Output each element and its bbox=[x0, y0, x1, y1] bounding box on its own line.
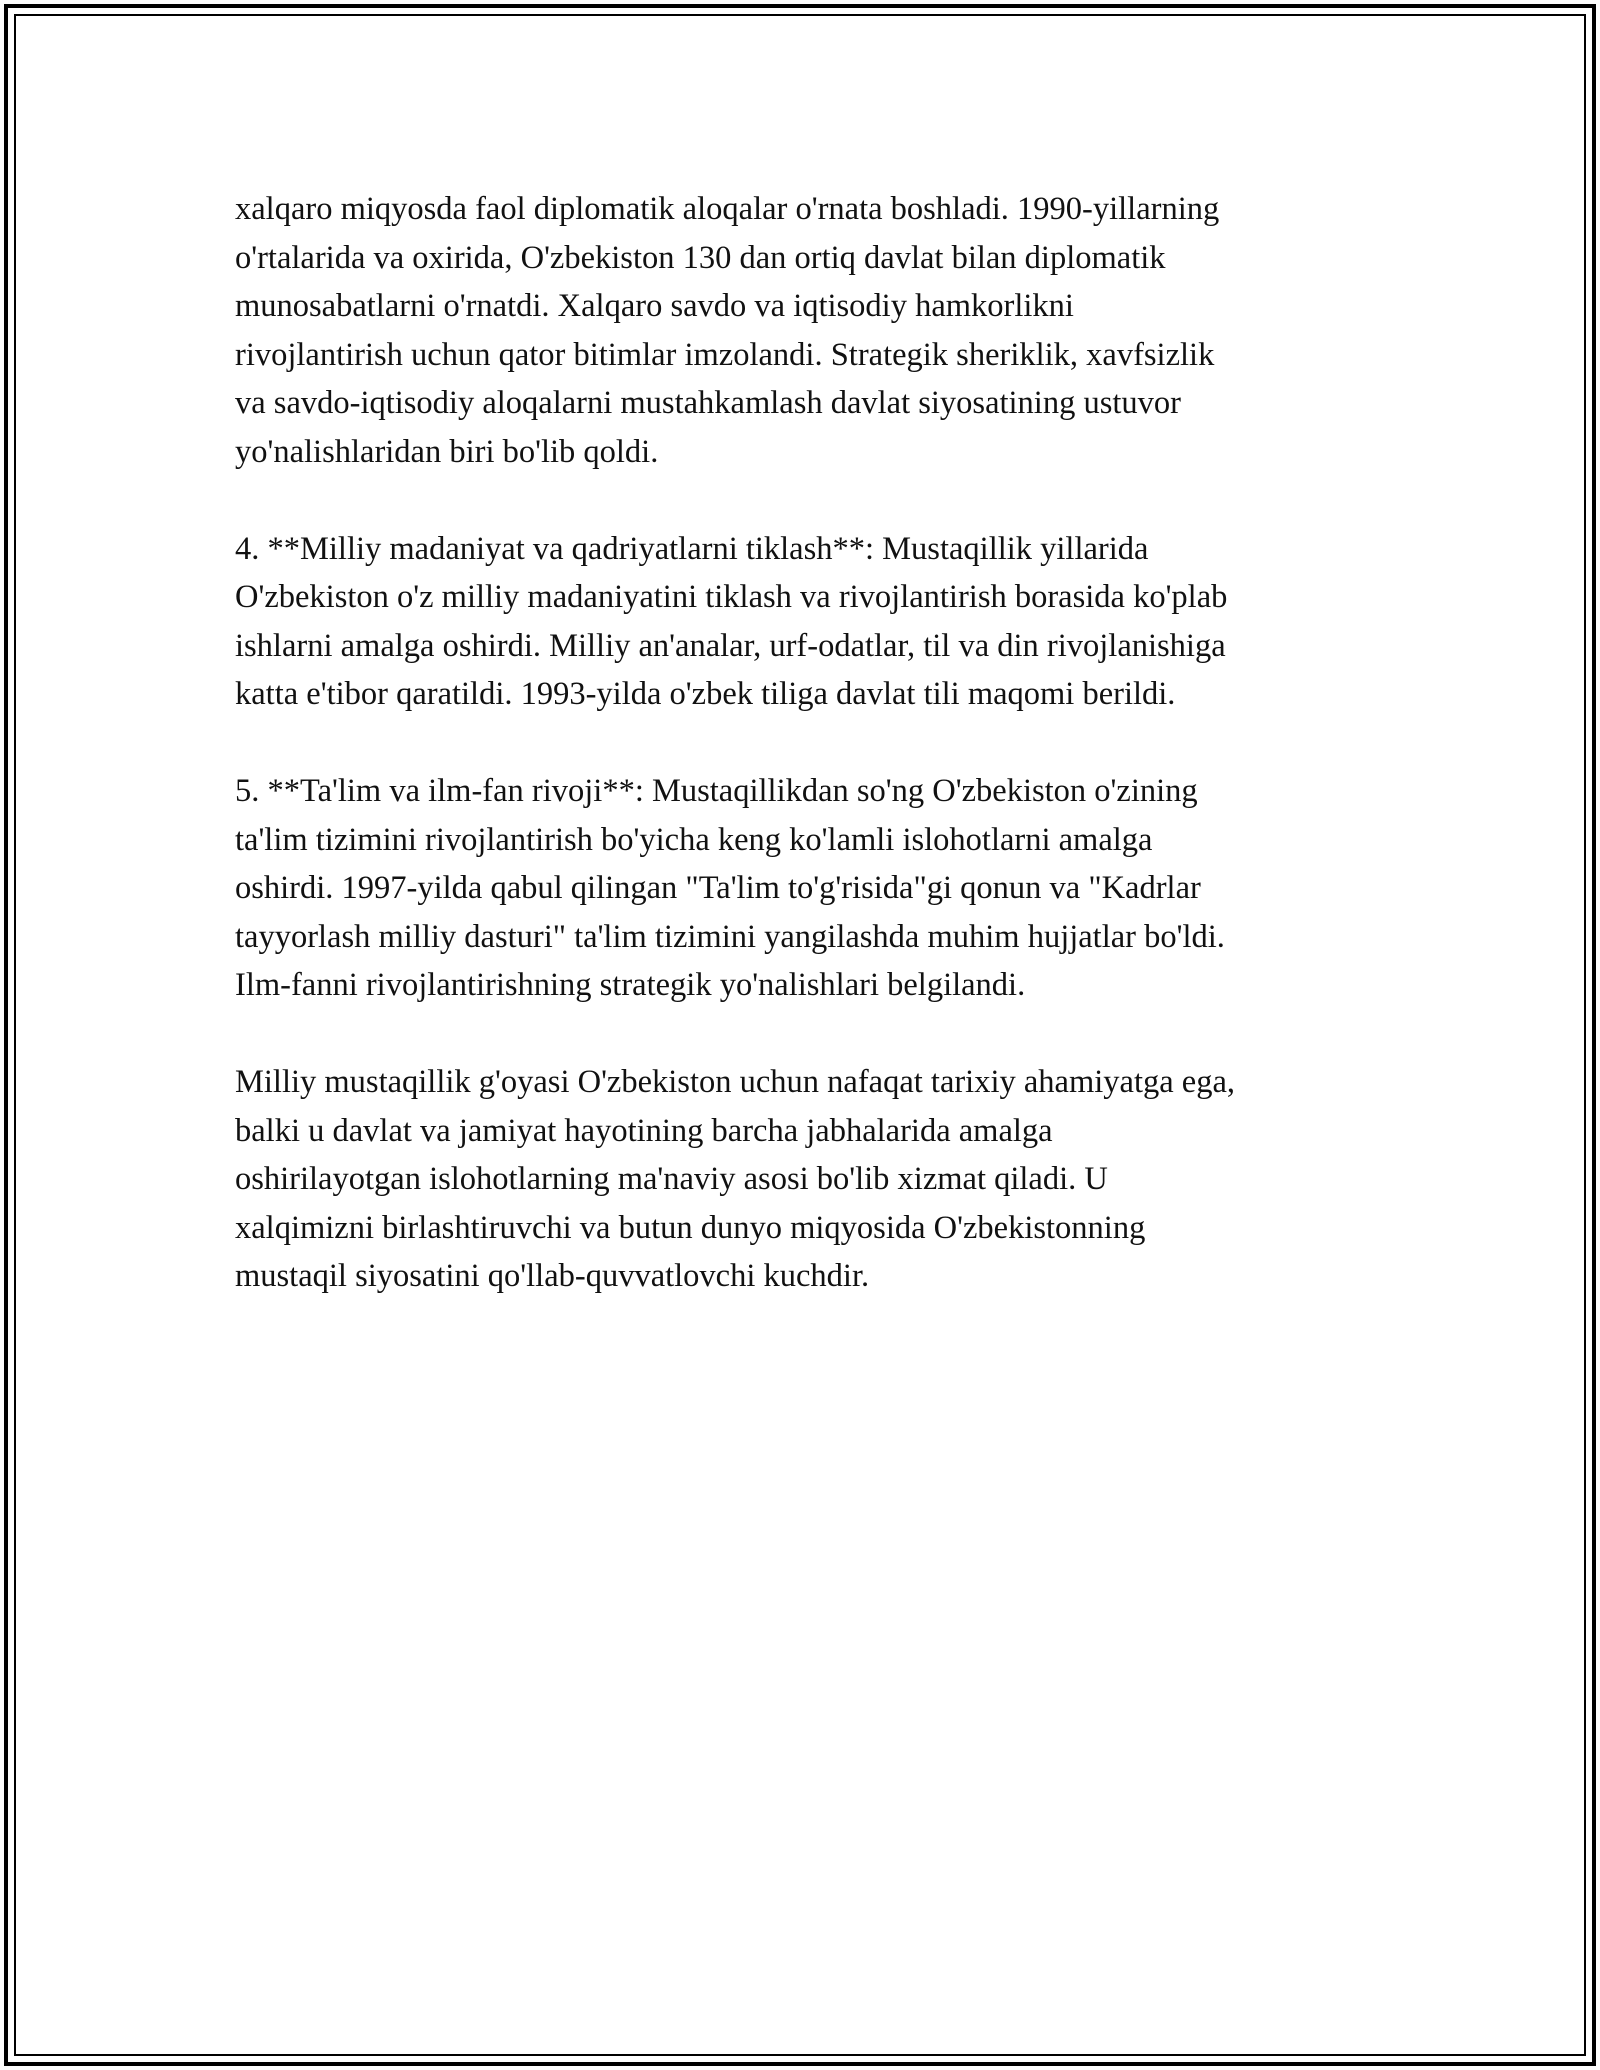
paragraph-education-science: 5. **Ta'lim va ilm-fan rivoji**: Mustaqillikdan so'ng O'zbekiston o'zining ta'lim tizimini rivojlantirish bo'yicha keng ko'lamli islohotlarni amalga oshirdi. 1997-yilda qabul qilingan "Ta'lim to'g'risida"gi qonun va "Kadrlar tayyorlash milliy dasturi" ta'lim tizimini yangilashda muhim hujjatlar bo'ldi. Ilm-fanni rivojlantirishning strategik yo'nalishlari belgilandi. bbox=[235, 773, 1225, 1003]
document-body bbox=[235, 185, 1375, 1349]
paragraph-national-culture: 4. **Milliy madaniyat va qadriyatlarni tiklash**: Mustaqillik yillarida O'zbekiston o'z milliy madaniyatini tiklash va rivojlantirish borasida ko'plab ishlarni amalga oshirdi. Milliy an'analar, urf-odatlar, til va din rivojlanishiga katta e'tibor qaratildi. 1993-yilda o'zbek tiliga davlat tili maqomi berildi. bbox=[235, 530, 1228, 712]
paragraph-foreign-relations: xalqaro miqyosda faol diplomatik aloqalar o'rnata boshladi. 1990-yillarning o'rtalarida va oxirida, O'zbekiston 130 dan ortiq davlat bilan diplomatik munosabatlarni o'rnatdi. Xalqaro savdo va iqtisodiy hamkorlikni rivojlantirish uchun qator bitimlar imzolandi. Strategik sheriklik, xavfsizlik va savdo-iqtisodiy aloqalarni mustahkamlash davlat siyosatining ustuvor yo'nalishlaridan biri bo'lib qoldi. bbox=[235, 191, 1220, 470]
paragraph-conclusion: Milliy mustaqillik g'oyasi O'zbekiston uchun nafaqat tarixiy ahamiyatga ega, balki u davlat va jamiyat hayotining barcha jabhalarida amalga oshirilayotgan islohotlarning ma'naviy asosi bo'lib xizmat qiladi. U xalqimizni birlashtiruvchi va butun dunyo miqyosida O'zbekistonning mustaqil siyosatini qo'llab-quvvatlovchi kuchdir. bbox=[235, 1064, 1236, 1294]
